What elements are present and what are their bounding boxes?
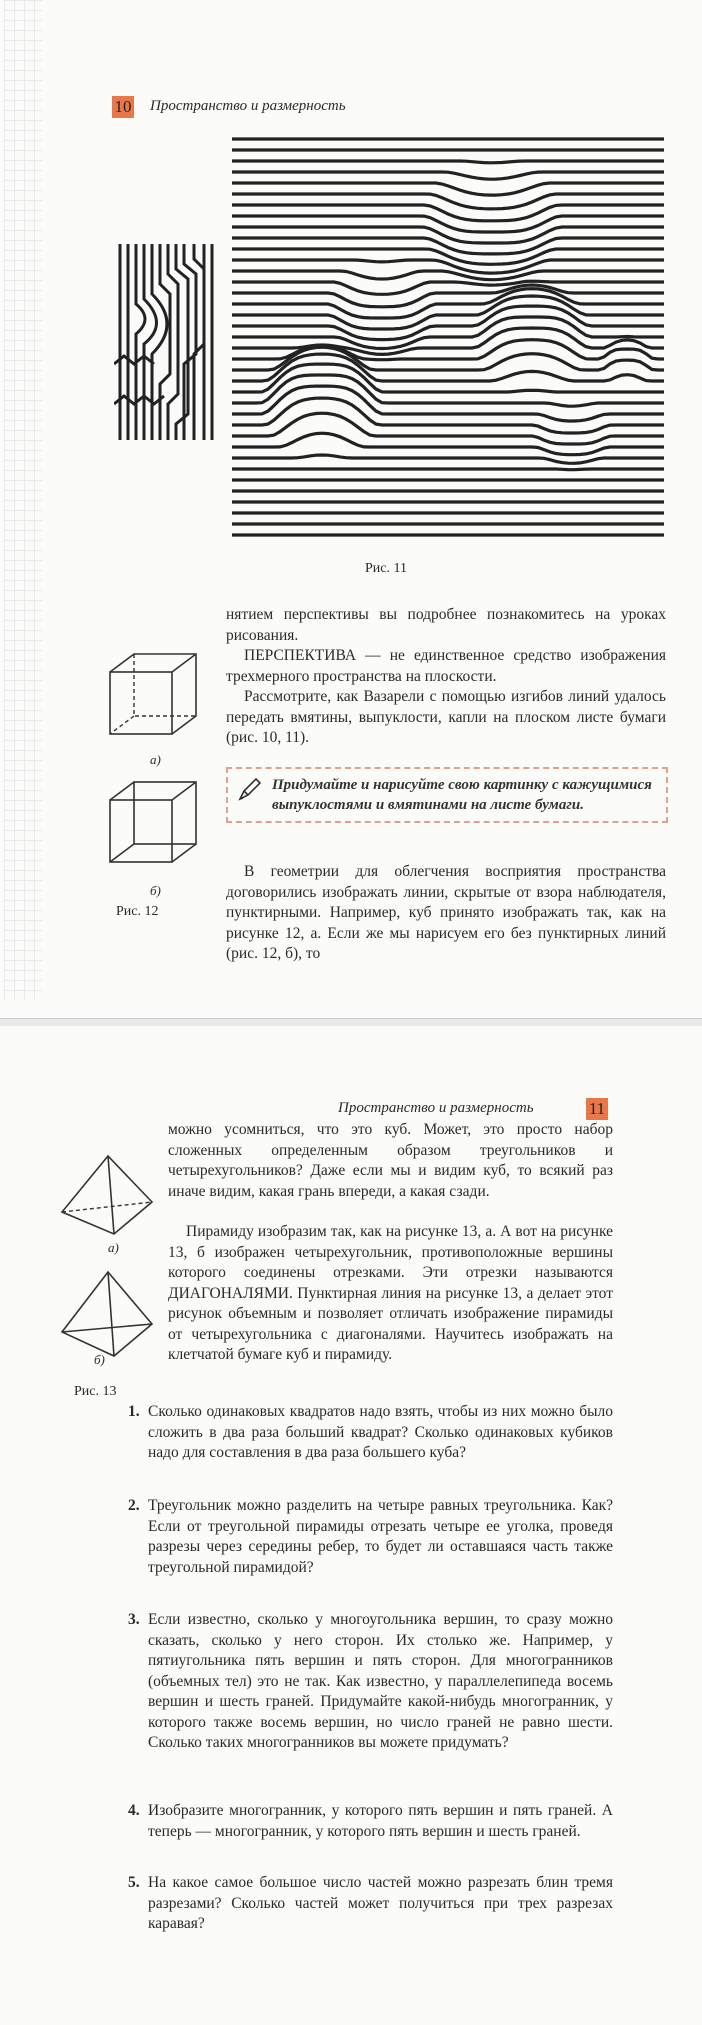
op-art-line [232, 249, 664, 264]
task-number: 2. [128, 1497, 140, 1514]
task-item [128, 1610, 613, 1754]
task-text: На какое самое большое число частей можно разрезать блин тремя разрезами? Сколько частей может получиться при трех разрезах каравая? [148, 1874, 613, 1932]
task-text: Если известно, сколько у многоугольника вершин, то сразу можно сказать, сколько у него сторон. Их столько же. Например, у пятиугольника пять вершин и пять сторон. Для многогранников (объемных тел) это не так. Как известно, у параллелепипеда восемь вершин и шесть граней. Придумайте какой-нибудь многогранник, у которого также восемь вершин, но число граней не равно шести. Сколько таких многогранников вы можете придумать? [148, 1611, 613, 1751]
pencil-icon [236, 775, 264, 803]
paragraph: В геометрии для облегчения восприятия пространства договорились изображать линии, скрытые от взора наблюдателя, пунктирными. Например, куб принято изображать так, как на рисунке 12, а. Если же мы нарисуем его без пунктирных линий (рис. 12, б), то [226, 863, 666, 962]
task-box [226, 767, 668, 823]
op-art-line [232, 172, 664, 179]
fig13b-label: б) [94, 1352, 105, 1367]
task-number: 1. [128, 1403, 140, 1420]
page-11 [0, 1026, 702, 2025]
fig12a-label: а) [150, 752, 161, 767]
task-item [128, 1873, 613, 1935]
paragraph: ПЕРСПЕКТИВА — не единственное средство изображения трехмерного пространства на плоскости. [226, 647, 666, 685]
task-text: Треугольник можно разделить на четыре равных треугольника. Как? Если от треугольной пирамиды отрезать четыре ее уголка, проведя разрезы через середины ребер, то будет ли оставшаяся часть также треугольной пирамидой? [148, 1497, 613, 1576]
op-art-line [232, 161, 664, 163]
fig13a-pyramid [58, 1150, 158, 1242]
task-number: 4. [128, 1802, 140, 1819]
task-item [128, 1801, 613, 1842]
fig13b-quadrilateral-diagonals [58, 1266, 158, 1366]
grid-paper-margin [4, 0, 42, 1000]
paragraph: Рассмотрите, как Вазарели с помощью изгибов линий удалось передать вмятины, выпуклости, капли на плоском листе бумаги (рис. 10, 11). [226, 688, 666, 746]
fig12-caption: Рис. 12 [116, 904, 159, 919]
fig11-caption: Рис. 11 [365, 561, 407, 576]
fig13a-label: а) [108, 1240, 119, 1255]
paragraph: можно усомниться, что это куб. Может, это просто набор сложенных определенным образом треугольников и четырехугольников? Даже если мы и видим куб, то всякий раз иначе видим, какая грань впереди, а какая сзади. [168, 1121, 613, 1200]
paragraph: нятием перспективы вы подробнее познакомитесь на уроках рисования. [226, 606, 666, 644]
op-art-line [232, 194, 664, 209]
op-art-line [232, 271, 664, 280]
running-title: Пространство и размерность [338, 1100, 534, 1116]
fig11-left-op-art [114, 244, 220, 440]
op-art-line [232, 227, 664, 243]
fig13-caption: Рис. 13 [74, 1384, 117, 1399]
task-text: Придумайте и нарисуйте свою картинку с кажущимися выпуклостями и вмятинами на листе бумаги. [272, 777, 652, 813]
task-item [128, 1402, 613, 1464]
op-art-line [232, 469, 664, 470]
op-art-line [232, 317, 664, 349]
op-art-line [232, 216, 664, 232]
task-text: Изобразите многогранник, у которого пять вершин и пять граней. А теперь — многогранник, у которого пять вершин и шесть граней. [148, 1802, 613, 1840]
task-number: 5. [128, 1874, 140, 1891]
op-art-line [232, 340, 664, 360]
op-art-line [232, 306, 664, 340]
task-number: 3. [128, 1611, 140, 1628]
op-art-line [232, 455, 664, 463]
op-art-line [232, 238, 664, 254]
task-text: Сколько одинаковых квадратов надо взять, чтобы из них можно было сложить в два раза больший квадрат? Сколько одинаковых кубиков надо для составления в два раза большего куба? [148, 1403, 613, 1461]
fig12a-cube-dashed [104, 648, 204, 748]
running-title: Пространство и размерность [150, 98, 346, 114]
paragraph: Пирамиду изобразим так, как на рисунке 13, а. А вот на рисунке 13, б изображен четырехугольник, противоположные вершины которого соединены отрезками. Эти отрезки называются ДИАГОНАЛЯМИ. Пунктирная линия на рисунке 13, а делает этот рисунок объемным и позволяет отличать изображение пирамиды от четырехугольника с диагоналями. Научитесь изображать на клетчатой бумаге куб и пирамиду. [168, 1223, 613, 1363]
op-art-line [232, 205, 664, 221]
fig12b-cube-solid [104, 776, 204, 876]
page-number: 10 [112, 96, 134, 118]
page-number: 11 [586, 1098, 608, 1120]
fig12b-label: б) [150, 883, 161, 898]
fig11-main-op-art [232, 133, 667, 545]
op-art-line [232, 296, 664, 329]
task-item [128, 1496, 613, 1578]
